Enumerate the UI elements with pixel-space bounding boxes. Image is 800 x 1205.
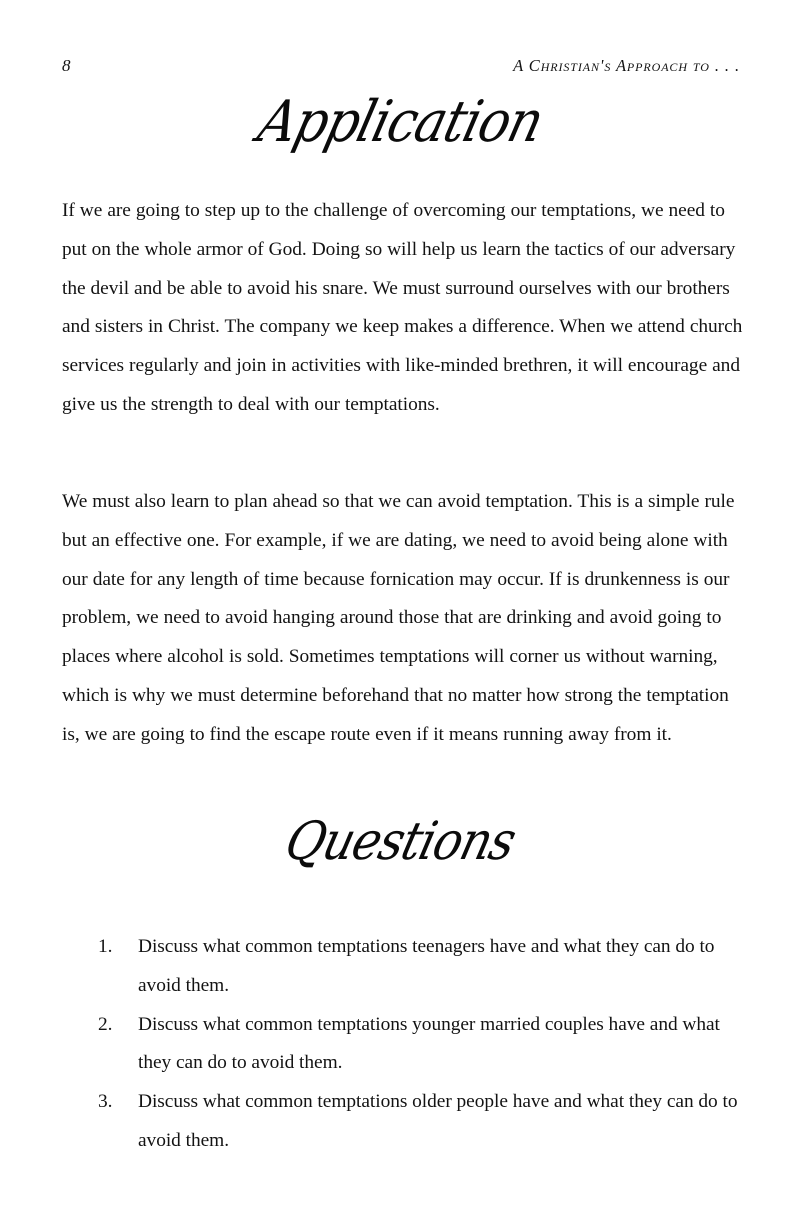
list-item-text: Discuss what common temptations teenagers have and what they can do to avoid them. — [138, 936, 715, 996]
list-item-number: 2. — [98, 1013, 113, 1035]
paragraph-block-two — [62, 483, 746, 755]
list-item-text: Discuss what common temptations older people have and what they can do to avoid them. — [138, 1091, 738, 1151]
questions-list — [98, 928, 746, 1161]
list-item — [98, 1083, 746, 1161]
list-item — [98, 928, 746, 1006]
body-paragraph: We must also learn to plan ahead so that we can avoid temptation. This is a simple rule but an effective one. For example, if we are dating, we need to avoid being alone with our date for any length of time because fornication may occur. If is drunkenness is our problem, we need to avoid hanging around those that are drinking and avoid going to places where alcohol is sold. Sometimes temptations will corner us without warning, which is why we must determine beforehand that no matter how strong the temptation is, we are going to find the escape route even if it means running away from it. — [62, 491, 735, 745]
body-paragraph: If we are going to step up to the challenge of overcoming our temptations, we need to put on the whole armor of God. Doing so will help us learn the tactics of our adversary the devil and be able to avoid his snare. We must surround ourselves with our brothers and sisters in Christ. The company we keep makes a difference. When we attend church services regularly and join in activities with like-minded brethren, it will encourage and give us the strength to deal with our temptations. — [62, 200, 743, 415]
list-item — [98, 1006, 746, 1084]
running-header — [62, 56, 740, 80]
page-number: 8 — [62, 56, 71, 75]
paragraph-block-one — [62, 192, 746, 425]
list-item-number: 1. — [98, 936, 113, 957]
section-heading-application-text: Application — [251, 89, 549, 156]
section-heading-application — [0, 89, 800, 156]
section-heading-questions — [0, 810, 800, 873]
running-header-title: A Christian's Approach to . . . — [513, 56, 740, 75]
list-item-number: 3. — [98, 1091, 113, 1113]
list-item-text: Discuss what common temptations younger married couples have and what they can do to avoid them. — [138, 1013, 720, 1074]
section-heading-questions-text: Questions — [279, 810, 521, 873]
